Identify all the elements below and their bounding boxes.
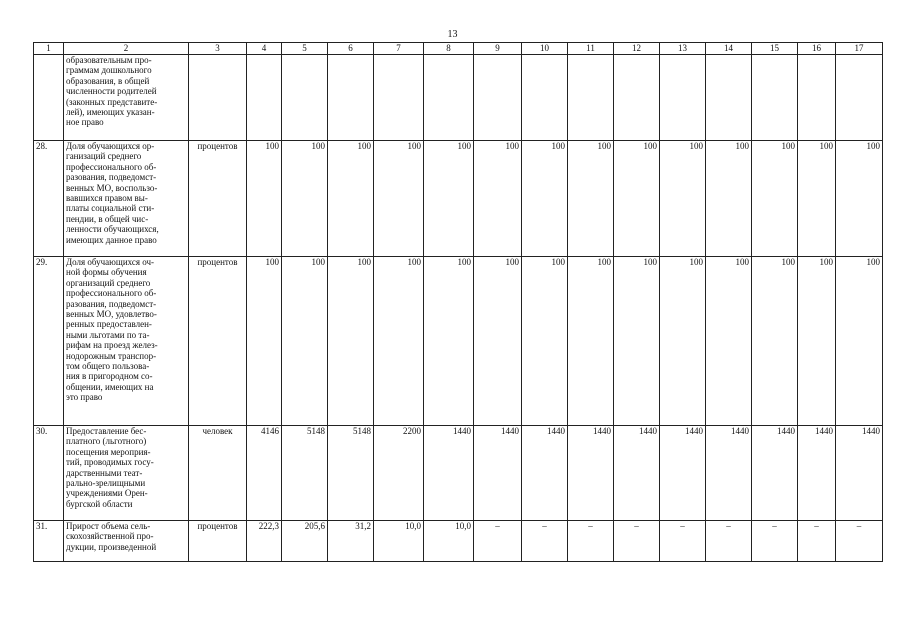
value-cell: 100 (836, 257, 883, 426)
value-cell: 100 (282, 141, 328, 257)
value-cell: 1440 (836, 426, 883, 521)
value-cell: 100 (328, 141, 374, 257)
value-cell (614, 55, 660, 141)
column-header: 7 (374, 43, 424, 55)
column-header: 3 (189, 43, 247, 55)
row-number: 31. (34, 521, 64, 562)
indicator-name-line: организаций среднего (66, 277, 151, 288)
value-cell: 10,0 (424, 521, 474, 562)
page-number: 13 (447, 29, 458, 40)
value-cell: – (522, 521, 568, 562)
value-cell: 100 (752, 257, 798, 426)
value-cell (247, 55, 282, 141)
indicator-name-line: общении, имеющих на (66, 381, 154, 392)
column-header: 16 (798, 43, 836, 55)
table-row (34, 426, 883, 521)
value-cell: 100 (614, 141, 660, 257)
indicator-name-line: имеющих данное право (66, 234, 157, 245)
indicator-name-line: вавшихся правом вы- (66, 193, 148, 204)
indicator-name-line: (законных представите- (66, 96, 158, 107)
indicator-name-line: ния в пригородном со- (66, 371, 153, 382)
indicator-name-line: профессионального об- (66, 288, 157, 299)
value-cell: 1440 (424, 426, 474, 521)
indicator-name-line: ленности обучающихся, (66, 224, 159, 235)
column-header: 13 (660, 43, 706, 55)
indicator-name-line: тий, проводимых госу- (66, 457, 154, 468)
value-cell: 222,3 (247, 521, 282, 562)
value-cell: 1440 (752, 426, 798, 521)
value-cell: 205,6 (282, 521, 328, 562)
value-cell (798, 55, 836, 141)
value-cell: – (660, 521, 706, 562)
header-row (34, 43, 883, 55)
indicator-name-line: платного (льготного) (66, 436, 147, 447)
column-header: 10 (522, 43, 568, 55)
column-header: 5 (282, 43, 328, 55)
value-cell (660, 55, 706, 141)
row-number: 28. (34, 141, 64, 257)
indicator-name-line: ганизаций среднего (66, 151, 142, 162)
indicator-name-line: скохозяйственной про- (66, 531, 154, 542)
unit-of-measure: процентов (189, 141, 247, 257)
value-cell: – (474, 521, 522, 562)
row-number: 29. (34, 257, 64, 426)
value-cell: 5148 (328, 426, 374, 521)
value-cell: – (752, 521, 798, 562)
indicator-name-line: дукции, произведенной (66, 541, 157, 552)
unit-of-measure: процентов (189, 257, 247, 426)
indicator-name-line: рифам на проезд желез- (66, 340, 158, 351)
value-cell: 1440 (798, 426, 836, 521)
value-cell: 100 (474, 141, 522, 257)
column-header: 11 (568, 43, 614, 55)
value-cell (424, 55, 474, 141)
row-number (34, 55, 64, 141)
value-cell: 100 (660, 141, 706, 257)
indicator-name-line: профессионального об- (66, 161, 157, 172)
indicator-name-line: учреждениями Орен- (66, 488, 148, 499)
column-header: 15 (752, 43, 798, 55)
indicator-name (64, 141, 189, 257)
value-cell (282, 55, 328, 141)
indicator-name-line: Предоставление бес- (66, 426, 147, 436)
indicator-name-line: рально-зрелищными (66, 478, 146, 489)
value-cell: 2200 (374, 426, 424, 521)
table-row (34, 55, 883, 141)
row-number: 30. (34, 426, 64, 521)
indicator-name-line: численности родителей (66, 86, 157, 97)
indicator-name-line: Доля обучающихся ор- (66, 141, 155, 151)
indicator-name-line: образовательным про- (66, 55, 152, 65)
indicator-name-line: разования, подведомст- (66, 172, 157, 183)
value-cell: 1440 (660, 426, 706, 521)
value-cell: 100 (474, 257, 522, 426)
value-cell: 10,0 (374, 521, 424, 562)
indicator-name-line: дарственными теат- (66, 467, 143, 478)
value-cell: 100 (522, 141, 568, 257)
indicator-name (64, 257, 189, 426)
indicator-name-line: бургской области (66, 498, 133, 509)
value-cell: 5148 (282, 426, 328, 521)
indicator-name-line: венных МО, воспользо- (66, 182, 158, 193)
column-header: 8 (424, 43, 474, 55)
indicator-name-line: том общего пользова- (66, 361, 150, 372)
value-cell (522, 55, 568, 141)
value-cell: 31,2 (328, 521, 374, 562)
unit-of-measure: процентов (189, 521, 247, 562)
column-header: 4 (247, 43, 282, 55)
value-cell: 100 (374, 257, 424, 426)
value-cell: – (836, 521, 883, 562)
value-cell (836, 55, 883, 141)
value-cell: 100 (706, 257, 752, 426)
table-row (34, 141, 883, 257)
indicator-table (33, 42, 883, 562)
unit-of-measure (189, 55, 247, 141)
indicator-name-line: ное право (66, 117, 104, 128)
value-cell: 1440 (568, 426, 614, 521)
indicator-name-line: Прирост объема сель- (66, 521, 151, 531)
value-cell (706, 55, 752, 141)
column-header: 6 (328, 43, 374, 55)
value-cell: 100 (836, 141, 883, 257)
value-cell: – (798, 521, 836, 562)
column-header: 1 (34, 43, 64, 55)
value-cell (474, 55, 522, 141)
value-cell (374, 55, 424, 141)
value-cell (568, 55, 614, 141)
value-cell: 100 (614, 257, 660, 426)
value-cell: 1440 (706, 426, 752, 521)
value-cell: 100 (282, 257, 328, 426)
value-cell: 100 (798, 141, 836, 257)
indicator-name (64, 521, 189, 562)
value-cell: – (706, 521, 752, 562)
value-cell: – (614, 521, 660, 562)
value-cell: 100 (798, 257, 836, 426)
column-header: 9 (474, 43, 522, 55)
value-cell: 100 (424, 257, 474, 426)
value-cell: 100 (424, 141, 474, 257)
indicator-name-line: разования, подведомст- (66, 298, 157, 309)
indicator-name-line: платы социальной сти- (66, 203, 155, 214)
value-cell: 1440 (522, 426, 568, 521)
value-cell: 100 (374, 141, 424, 257)
column-header: 14 (706, 43, 752, 55)
indicator-name-line: пендии, в общей чис- (66, 213, 149, 224)
value-cell: 1440 (474, 426, 522, 521)
value-cell: 100 (247, 141, 282, 257)
indicator-name-line: ренных предоставлен- (66, 319, 152, 330)
value-cell: 100 (706, 141, 752, 257)
indicator-name-line: нодорожным транспор- (66, 350, 157, 361)
indicator-name (64, 55, 189, 141)
value-cell: 1440 (614, 426, 660, 521)
indicator-name-line: Доля обучающихся оч- (66, 257, 155, 267)
indicator-name-line: граммам дошкольного (66, 65, 152, 76)
unit-of-measure: человек (189, 426, 247, 521)
indicator-name-line: посещения мероприя- (66, 446, 151, 457)
indicator-name-line: ными льготами по та- (66, 329, 150, 340)
value-cell: 100 (568, 141, 614, 257)
value-cell: 100 (568, 257, 614, 426)
column-header: 12 (614, 43, 660, 55)
indicator-name-line: образования, в общей (66, 75, 150, 86)
value-cell: 100 (247, 257, 282, 426)
column-header: 17 (836, 43, 883, 55)
indicator-name-line: ной формы обучения (66, 267, 147, 278)
indicator-name-line: лей), имеющих указан- (66, 107, 155, 118)
indicator-name (64, 426, 189, 521)
indicator-name-line: венных МО, удовлетво- (66, 309, 157, 320)
table-row (34, 521, 883, 562)
value-cell (328, 55, 374, 141)
table-row (34, 257, 883, 426)
value-cell: 4146 (247, 426, 282, 521)
value-cell: – (568, 521, 614, 562)
value-cell: 100 (522, 257, 568, 426)
value-cell: 100 (328, 257, 374, 426)
column-header: 2 (64, 43, 189, 55)
indicator-name-line: это право (66, 392, 103, 403)
value-cell: 100 (752, 141, 798, 257)
value-cell: 100 (660, 257, 706, 426)
value-cell (752, 55, 798, 141)
